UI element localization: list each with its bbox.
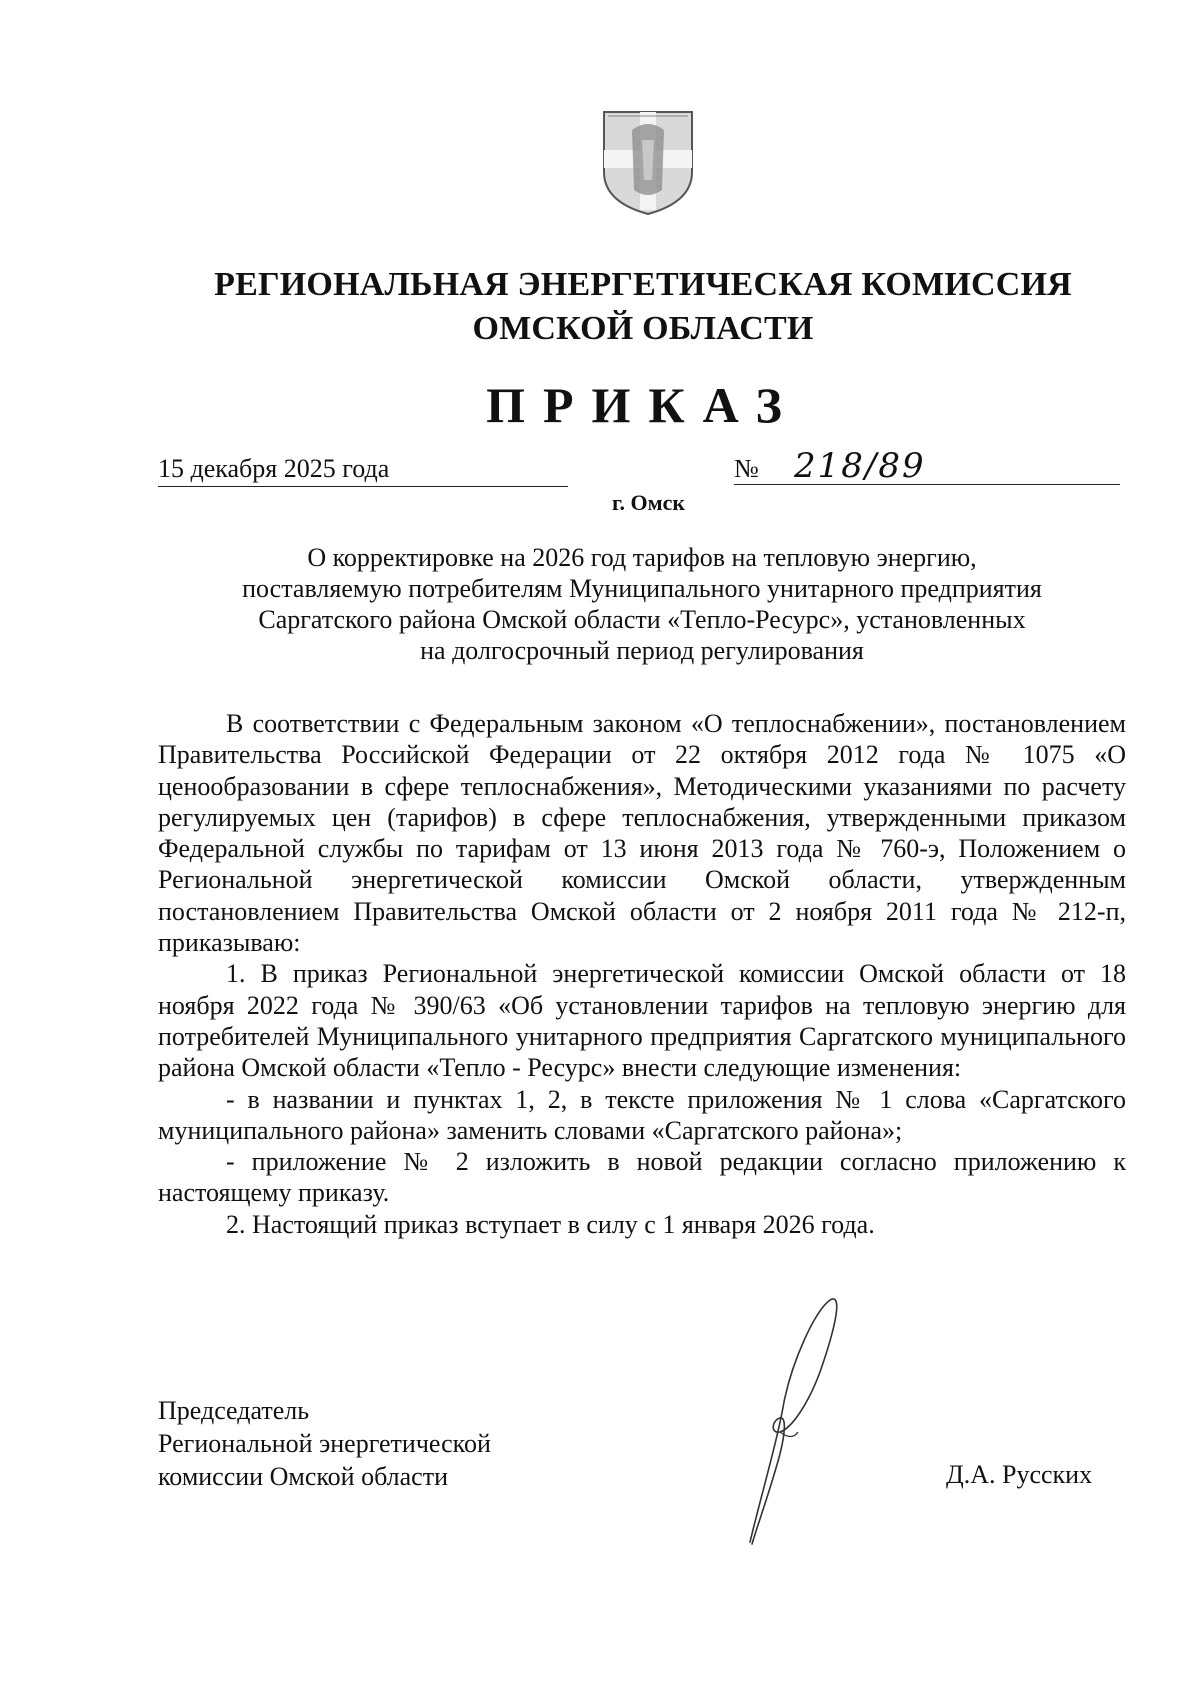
amendment-2-paragraph: - приложение № 2 изложить в новой редакции согласно приложению к настоящему приказу. <box>158 1147 1126 1208</box>
clause-2-paragraph: 2. Настоящий приказ вступает в силу с 1 января 2026 года. <box>226 1209 875 1239</box>
document-body <box>158 708 1126 1240</box>
position-line: комиссии Омской области <box>158 1462 448 1491</box>
document-number: 218/89 <box>794 446 926 486</box>
document-date: 15 декабря 2025 года <box>158 454 568 487</box>
document-subject <box>158 542 1126 666</box>
handwritten-signature <box>722 1292 862 1552</box>
subject-line: О корректировке на 2026 год тарифов на тепловую энергию, <box>307 543 977 572</box>
coat-of-arms-icon <box>602 110 694 216</box>
subject-line: Саргатского района Омской области «Тепло-Ресурс», установленных <box>258 605 1026 634</box>
preamble-paragraph: В соответствии с Федеральным законом «О теплоснабжении», постановлением Правительства Российской Федерации от 22 октября 2012 года № 1075 «О ценообразовании в сфере теплоснабжения», Методическими указаниями по расчету регулируемых цен (тарифов) в сфере теплоснабжения, утвержденными приказом Федеральной службы по тарифам от 13 июня 2013 года № 760-э, Положением о Региональной энергетической комиссии Омской области, утвержденным постановлением Правительства Омской области от 2 ноября 2011 года № 212-п, приказываю: <box>158 709 1126 958</box>
position-line: Региональной энергетической <box>158 1429 491 1458</box>
city-name: г. Омск <box>612 490 686 515</box>
clause-1-paragraph: 1. В приказ Региональной энергетической комиссии Омской области от 18 ноября 2022 года № 390/63 «Об установлении тарифов на тепловую энергию для потребителей Муниципального унитарного предприятия Саргатского муниципального района Омской области «Тепло - Ресурс» внести следующие изменения: <box>158 959 1126 1083</box>
signatory-position <box>158 1394 491 1493</box>
signatory-name: Д.А. Русских <box>946 1460 1093 1489</box>
subject-line: на долгосрочный период регулирования <box>420 636 864 665</box>
position-line: Председатель <box>158 1396 310 1425</box>
document-title: ПРИКАЗ <box>486 377 800 433</box>
amendment-1-paragraph: - в названии и пунктах 1, 2, в тексте приложения № 1 слова «Саргатского муниципального района» заменить словами «Саргатского района»; <box>158 1084 1126 1145</box>
subject-line: поставляемую потребителям Муниципального унитарного предприятия <box>242 574 1042 603</box>
organization-name-line2: ОМСКОЙ ОБЛАСТИ <box>472 310 814 347</box>
organization-name-line1: РЕГИОНАЛЬНАЯ ЭНЕРГЕТИЧЕСКАЯ КОМИССИЯ <box>214 266 1072 303</box>
document-number-field <box>734 446 1120 486</box>
number-label: № <box>734 454 759 483</box>
